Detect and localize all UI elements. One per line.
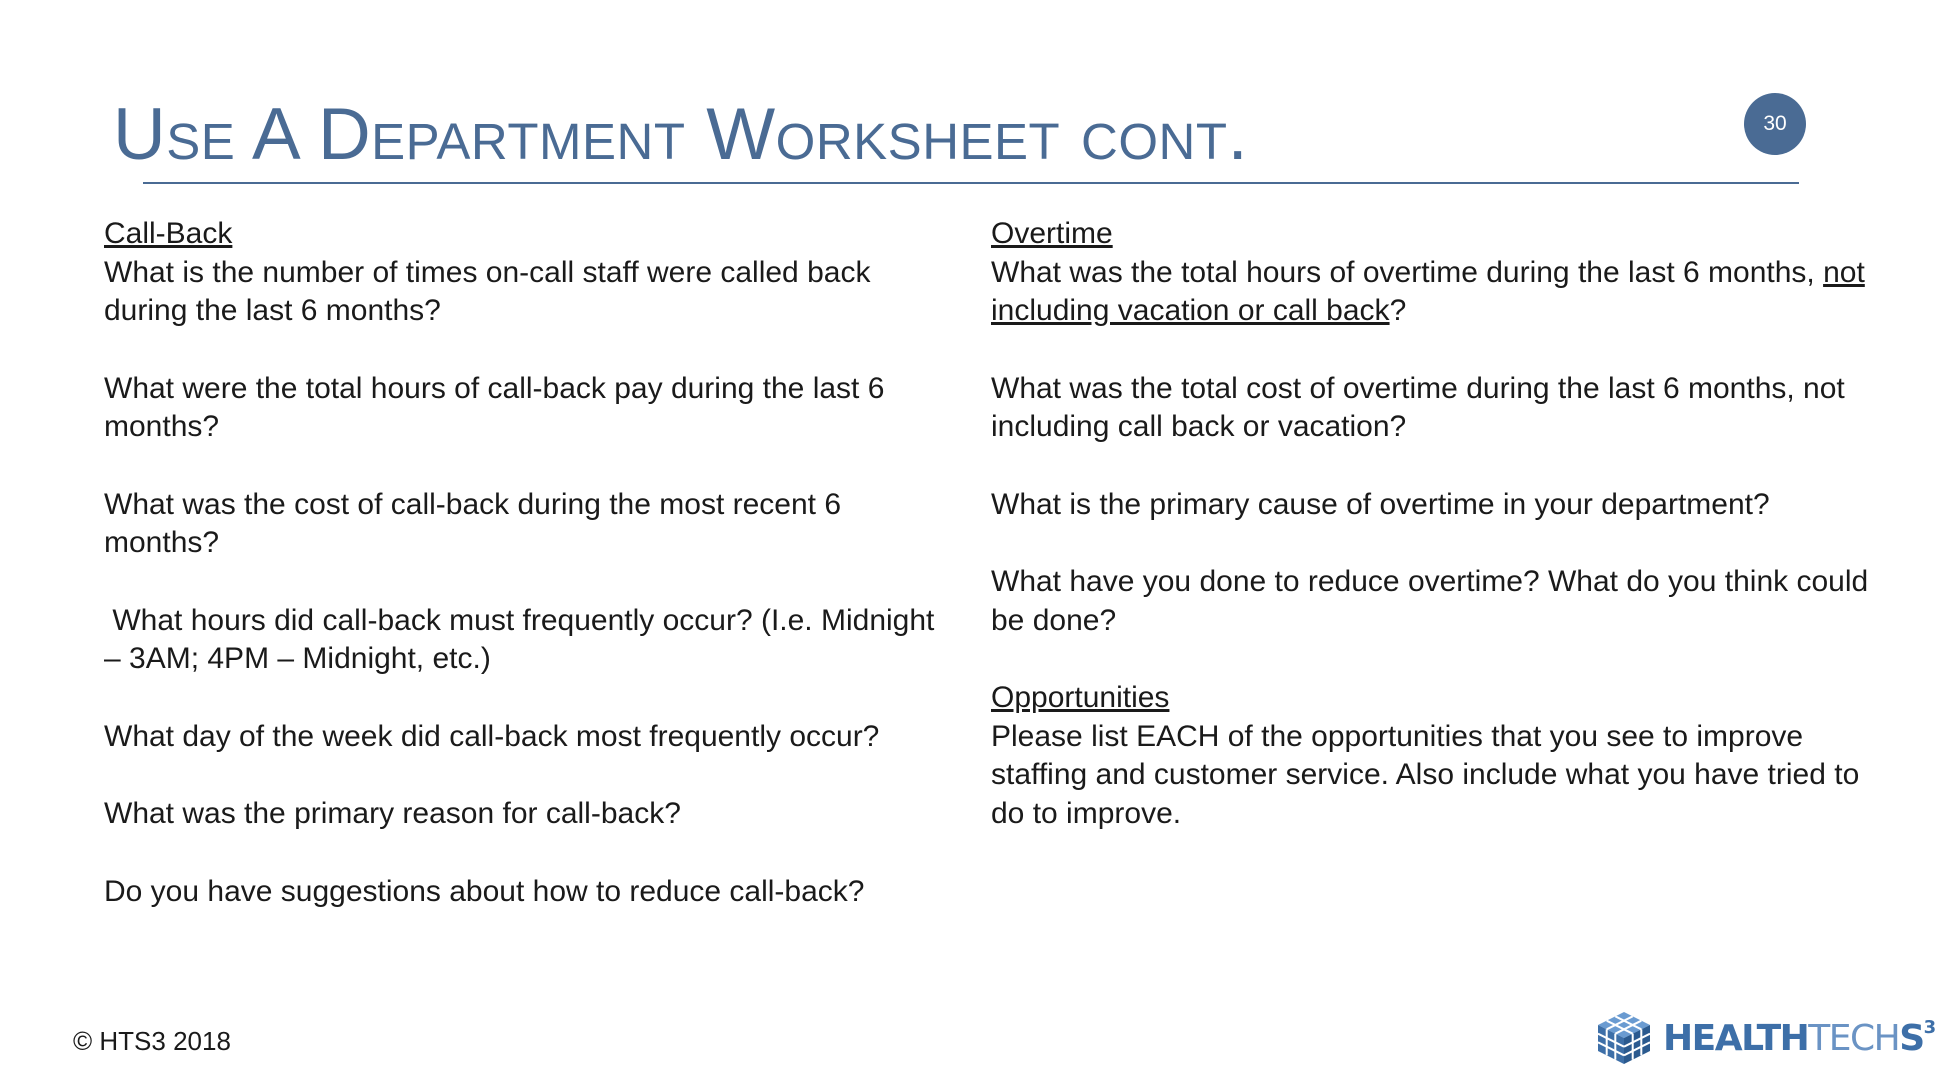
overtime-question-4: What have you done to reduce overtime? What do you think could be done? (991, 565, 1869, 637)
page-number-badge: 30 (1744, 93, 1806, 155)
overtime-block-1 (991, 215, 1871, 331)
overtime-question-2: What was the total cost of overtime during the last 6 months, not including call back or vacation? (991, 371, 1845, 443)
healthtech-logo (1595, 1010, 1935, 1066)
call-back-question-6: What was the primary reason for call-back? (104, 797, 681, 830)
overtime-heading: Overtime (991, 217, 1113, 250)
opportunities-block (991, 679, 1871, 833)
overtime-question-3: What is the primary cause of overtime in your department? (991, 487, 1770, 521)
call-back-question-5: What day of the week did call-back most frequently occur? (104, 719, 880, 753)
opportunities-heading: Opportunities (991, 681, 1170, 714)
overtime-question-1-end: ? (1389, 294, 1407, 327)
call-back-question-7: Do you have suggestions about how to reduce call-back? (104, 874, 865, 908)
opportunities-text: Please list EACH of the opportunities that you see to improve staffing and customer service. Also include what you have tried to do to improve. (991, 719, 1860, 830)
call-back-column (104, 215, 954, 950)
call-back-question-1: What is the number of times on-call staff were called back during the last 6 months? (104, 255, 871, 327)
logo-word-health: HEALTH (1663, 1017, 1809, 1059)
cube-logo-icon (1595, 1010, 1653, 1066)
call-back-question-4: What hours did call-back must frequently occur? (I.e. Midnight – 3AM; 4PM – Midnight, etc.) (104, 603, 943, 675)
call-back-question-3: What was the cost of call-back during the most recent 6 months? (104, 487, 842, 559)
copyright-text: © HTS3 2018 (73, 1026, 231, 1056)
overtime-column (991, 215, 1871, 872)
logo-word-tech: TECH (1808, 1017, 1900, 1059)
overtime-question-1-emphasis: not including vacation or call back (991, 255, 1865, 327)
call-back-block-1 (104, 215, 954, 331)
overtime-question-1-start: What was the total hours of overtime during the last 6 months, (991, 255, 1824, 289)
logo-superscript: 3 (1923, 1016, 1935, 1038)
logo-wordmark (1663, 1018, 1935, 1059)
slide-title: Use A Department Worksheet cont. (113, 94, 1249, 175)
logo-letter-s: S (1899, 1017, 1924, 1059)
call-back-question-2: What were the total hours of call-back pay during the last 6 months? (104, 371, 885, 443)
call-back-heading: Call-Back (104, 217, 233, 250)
title-divider (143, 182, 1799, 184)
